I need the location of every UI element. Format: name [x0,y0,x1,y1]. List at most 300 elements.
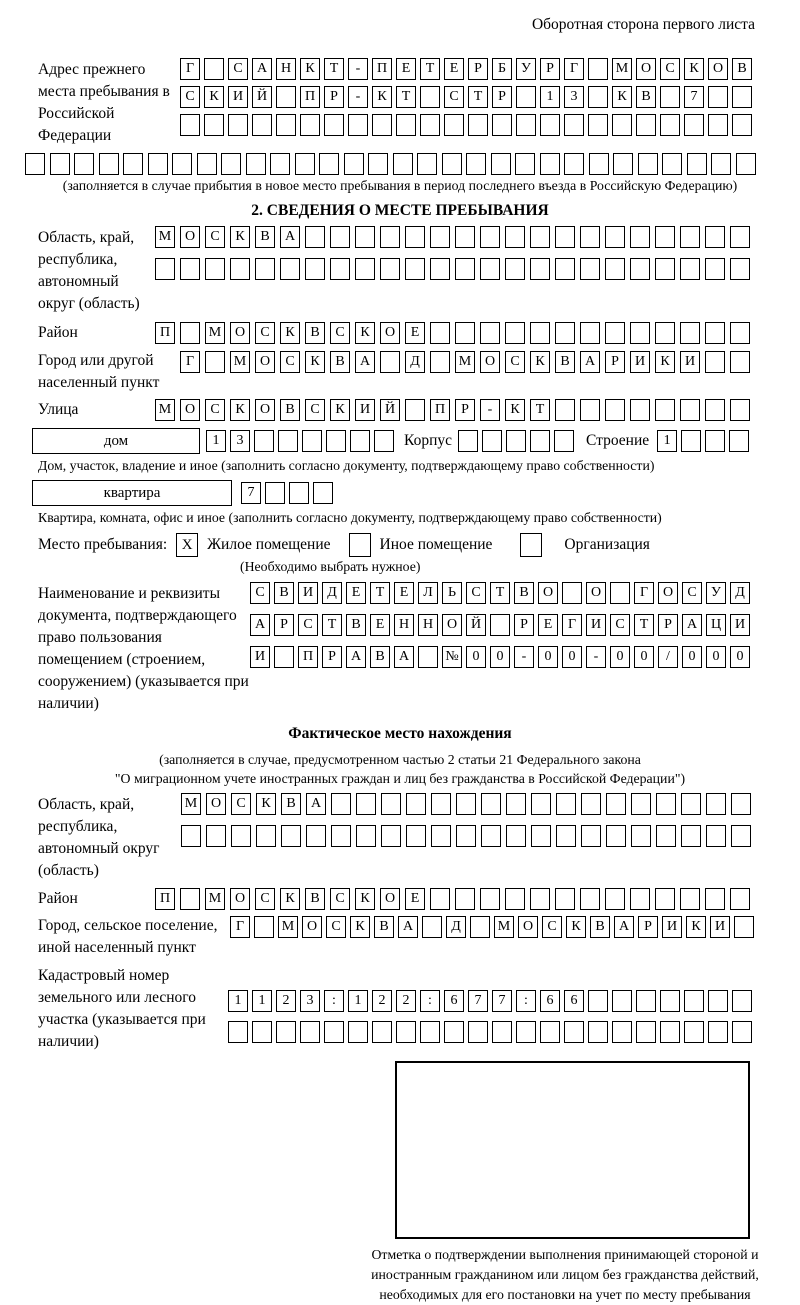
char-cell[interactable] [630,226,650,248]
char-cell[interactable] [708,1021,728,1043]
char-cell[interactable]: В [732,58,752,80]
char-cell[interactable] [74,153,94,175]
char-cell[interactable] [655,226,675,248]
char-cell[interactable] [555,888,575,910]
char-cell[interactable] [396,1021,416,1043]
char-cell[interactable] [50,153,70,175]
char-cell[interactable] [324,114,344,136]
char-cell[interactable]: Р [324,86,344,108]
char-cell[interactable]: № [442,646,462,668]
char-cell[interactable] [613,153,633,175]
char-cell[interactable]: В [346,614,366,636]
char-cell[interactable] [505,322,525,344]
char-cell[interactable] [25,153,45,175]
char-cell[interactable] [491,153,511,175]
char-cell[interactable]: С [660,58,680,80]
char-cell[interactable] [172,153,192,175]
char-cell[interactable]: П [155,888,175,910]
char-cell[interactable]: Е [538,614,558,636]
char-cell[interactable] [274,646,294,668]
char-cell[interactable]: Й [380,399,400,421]
char-cell[interactable]: О [658,582,678,604]
char-cell[interactable] [656,793,676,815]
char-cell[interactable] [204,58,224,80]
char-cell[interactable]: А [280,226,300,248]
char-cell[interactable]: П [300,86,320,108]
char-cell[interactable] [708,114,728,136]
char-cell[interactable] [231,825,251,847]
char-cell[interactable]: О [586,582,606,604]
char-cell[interactable]: О [180,226,200,248]
char-cell[interactable] [506,793,526,815]
char-cell[interactable]: 7 [241,482,261,504]
char-cell[interactable] [734,916,754,938]
char-cell[interactable] [255,258,275,280]
char-cell[interactable] [480,322,500,344]
char-cell[interactable] [380,258,400,280]
char-cell[interactable] [612,990,632,1012]
char-cell[interactable] [181,825,201,847]
char-cell[interactable]: Е [370,614,390,636]
char-cell[interactable]: К [612,86,632,108]
char-cell[interactable]: Ц [706,614,726,636]
char-cell[interactable] [588,990,608,1012]
char-cell[interactable] [731,825,751,847]
char-cell[interactable]: Т [370,582,390,604]
char-cell[interactable]: 0 [634,646,654,668]
char-cell[interactable]: Р [492,86,512,108]
char-cell[interactable] [605,258,625,280]
char-cell[interactable] [330,226,350,248]
char-cell[interactable]: К [686,916,706,938]
char-cell[interactable]: О [380,322,400,344]
char-cell[interactable]: 0 [562,646,582,668]
char-cell[interactable]: И [680,351,700,373]
char-cell[interactable]: 6 [564,990,584,1012]
char-cell[interactable] [656,825,676,847]
char-cell[interactable] [324,1021,344,1043]
char-cell[interactable] [381,793,401,815]
char-cell[interactable]: М [494,916,514,938]
char-cell[interactable] [356,793,376,815]
char-cell[interactable]: К [505,399,525,421]
char-cell[interactable]: С [330,888,350,910]
char-cell[interactable] [204,114,224,136]
char-cell[interactable]: И [630,351,650,373]
char-cell[interactable]: С [255,888,275,910]
char-cell[interactable]: В [370,646,390,668]
char-cell[interactable]: Р [514,614,534,636]
char-cell[interactable] [305,226,325,248]
char-cell[interactable]: - [348,86,368,108]
char-cell[interactable] [444,1021,464,1043]
char-cell[interactable]: 3 [300,990,320,1012]
char-cell[interactable]: Г [230,916,250,938]
char-cell[interactable] [705,888,725,910]
char-cell[interactable]: И [586,614,606,636]
char-cell[interactable]: Г [564,58,584,80]
char-cell[interactable] [276,114,296,136]
char-cell[interactable] [480,258,500,280]
char-cell[interactable] [492,1021,512,1043]
char-cell[interactable] [660,114,680,136]
char-cell[interactable]: М [612,58,632,80]
char-cell[interactable]: 1 [657,430,677,452]
char-cell[interactable] [630,258,650,280]
char-cell[interactable]: К [530,351,550,373]
char-cell[interactable] [530,888,550,910]
char-cell[interactable] [270,153,290,175]
char-cell[interactable]: С [280,351,300,373]
char-cell[interactable]: Г [180,58,200,80]
char-cell[interactable]: И [250,646,270,668]
char-cell[interactable] [480,888,500,910]
char-cell[interactable] [456,793,476,815]
char-cell[interactable] [580,322,600,344]
char-cell[interactable] [530,322,550,344]
char-cell[interactable] [455,226,475,248]
char-cell[interactable] [556,793,576,815]
char-cell[interactable]: М [205,322,225,344]
char-cell[interactable] [180,258,200,280]
char-cell[interactable] [155,258,175,280]
char-cell[interactable]: Г [180,351,200,373]
char-cell[interactable] [466,153,486,175]
char-cell[interactable]: / [658,646,678,668]
char-cell[interactable] [705,258,725,280]
char-cell[interactable]: Е [346,582,366,604]
char-cell[interactable]: В [590,916,610,938]
char-cell[interactable]: Д [405,351,425,373]
char-cell[interactable]: П [155,322,175,344]
char-cell[interactable] [732,114,752,136]
char-cell[interactable] [468,1021,488,1043]
char-cell[interactable]: И [228,86,248,108]
char-cell[interactable] [730,258,750,280]
char-cell[interactable] [516,86,536,108]
char-cell[interactable] [588,86,608,108]
char-cell[interactable] [458,430,478,452]
char-cell[interactable]: К [256,793,276,815]
char-cell[interactable] [430,351,450,373]
char-cell[interactable]: : [420,990,440,1012]
char-cell[interactable]: О [230,322,250,344]
char-cell[interactable] [610,582,630,604]
char-cell[interactable]: С [180,86,200,108]
char-cell[interactable]: В [305,322,325,344]
char-cell[interactable]: 2 [396,990,416,1012]
char-cell[interactable]: Е [396,58,416,80]
char-cell[interactable]: 1 [252,990,272,1012]
char-cell[interactable] [230,258,250,280]
char-cell[interactable]: Д [730,582,750,604]
char-cell[interactable]: М [181,793,201,815]
char-cell[interactable] [516,114,536,136]
char-cell[interactable] [481,793,501,815]
char-cell[interactable]: 0 [730,646,750,668]
char-cell[interactable]: 0 [538,646,558,668]
char-cell[interactable]: О [708,58,728,80]
char-cell[interactable]: В [514,582,534,604]
char-cell[interactable]: 0 [706,646,726,668]
char-cell[interactable] [711,153,731,175]
char-cell[interactable]: 0 [682,646,702,668]
char-cell[interactable] [705,351,725,373]
char-cell[interactable] [431,825,451,847]
char-cell[interactable] [636,990,656,1012]
char-cell[interactable] [612,114,632,136]
char-cell[interactable] [468,114,488,136]
char-cell[interactable] [605,322,625,344]
char-cell[interactable] [630,322,650,344]
char-cell[interactable]: Д [322,582,342,604]
char-cell[interactable] [655,322,675,344]
char-cell[interactable]: К [684,58,704,80]
char-cell[interactable]: С [326,916,346,938]
char-cell[interactable] [706,793,726,815]
char-cell[interactable] [444,114,464,136]
char-cell[interactable]: Д [446,916,466,938]
char-cell[interactable]: П [372,58,392,80]
char-cell[interactable]: О [538,582,558,604]
char-cell[interactable]: К [204,86,224,108]
char-cell[interactable]: В [374,916,394,938]
char-cell[interactable]: Г [634,582,654,604]
char-cell[interactable]: 1 [540,86,560,108]
char-cell[interactable] [605,226,625,248]
char-cell[interactable] [374,430,394,452]
char-cell[interactable] [265,482,285,504]
char-cell[interactable]: - [348,58,368,80]
char-cell[interactable]: К [230,226,250,248]
char-cell[interactable] [281,825,301,847]
char-cell[interactable] [630,399,650,421]
char-cell[interactable]: М [230,351,250,373]
char-cell[interactable] [730,226,750,248]
char-cell[interactable]: О [255,351,275,373]
char-cell[interactable]: О [480,351,500,373]
char-cell[interactable]: С [205,226,225,248]
char-cell[interactable] [348,114,368,136]
char-cell[interactable] [730,888,750,910]
char-cell[interactable]: - [586,646,606,668]
char-cell[interactable]: Е [444,58,464,80]
char-cell[interactable] [295,153,315,175]
char-cell[interactable]: 7 [468,990,488,1012]
char-cell[interactable] [380,226,400,248]
char-cell[interactable] [660,990,680,1012]
char-cell[interactable] [455,322,475,344]
char-cell[interactable]: Н [394,614,414,636]
char-cell[interactable] [300,114,320,136]
checkbox-zhiloe-pomeshchenie[interactable]: X [176,533,198,557]
char-cell[interactable] [278,430,298,452]
char-cell[interactable] [562,582,582,604]
char-cell[interactable] [580,399,600,421]
char-cell[interactable] [481,825,501,847]
char-cell[interactable] [331,793,351,815]
char-cell[interactable] [630,888,650,910]
char-cell[interactable] [372,1021,392,1043]
char-cell[interactable] [456,825,476,847]
char-cell[interactable]: К [350,916,370,938]
char-cell[interactable]: Е [405,322,425,344]
char-cell[interactable]: О [518,916,538,938]
char-cell[interactable]: Р [274,614,294,636]
char-cell[interactable]: О [302,916,322,938]
checkbox-inoe-pomeshchenie[interactable] [349,533,371,557]
char-cell[interactable]: О [255,399,275,421]
char-cell[interactable] [589,153,609,175]
char-cell[interactable] [705,226,725,248]
char-cell[interactable] [430,258,450,280]
char-cell[interactable] [681,430,701,452]
char-cell[interactable] [330,258,350,280]
char-cell[interactable] [732,86,752,108]
char-cell[interactable] [705,322,725,344]
char-cell[interactable]: Г [562,614,582,636]
char-cell[interactable] [422,916,442,938]
char-cell[interactable] [680,888,700,910]
char-cell[interactable] [588,1021,608,1043]
char-cell[interactable] [355,258,375,280]
char-cell[interactable] [531,793,551,815]
char-cell[interactable]: К [330,399,350,421]
char-cell[interactable] [455,258,475,280]
char-cell[interactable]: М [155,399,175,421]
char-cell[interactable]: К [566,916,586,938]
char-cell[interactable] [380,351,400,373]
char-cell[interactable] [612,1021,632,1043]
char-cell[interactable]: С [682,582,702,604]
char-cell[interactable] [581,793,601,815]
char-cell[interactable] [442,153,462,175]
char-cell[interactable]: 1 [206,430,226,452]
char-cell[interactable] [490,614,510,636]
char-cell[interactable]: Л [418,582,438,604]
char-cell[interactable]: : [516,990,536,1012]
char-cell[interactable]: К [655,351,675,373]
char-cell[interactable]: П [298,646,318,668]
char-cell[interactable] [705,430,725,452]
char-cell[interactable] [348,1021,368,1043]
char-cell[interactable]: С [542,916,562,938]
char-cell[interactable] [505,226,525,248]
char-cell[interactable] [180,114,200,136]
char-cell[interactable] [636,114,656,136]
char-cell[interactable]: Р [322,646,342,668]
char-cell[interactable]: К [230,399,250,421]
char-cell[interactable] [205,351,225,373]
char-cell[interactable]: Т [530,399,550,421]
char-cell[interactable] [681,825,701,847]
char-cell[interactable] [99,153,119,175]
char-cell[interactable]: Б [492,58,512,80]
char-cell[interactable] [430,888,450,910]
char-cell[interactable]: С [250,582,270,604]
char-cell[interactable] [580,888,600,910]
char-cell[interactable] [680,226,700,248]
char-cell[interactable]: П [430,399,450,421]
char-cell[interactable] [480,226,500,248]
char-cell[interactable]: 0 [610,646,630,668]
char-cell[interactable]: С [231,793,251,815]
char-cell[interactable]: Р [605,351,625,373]
char-cell[interactable]: Р [658,614,678,636]
char-cell[interactable]: И [355,399,375,421]
char-cell[interactable]: М [155,226,175,248]
char-cell[interactable] [356,825,376,847]
char-cell[interactable]: У [706,582,726,604]
char-cell[interactable] [706,825,726,847]
char-cell[interactable] [506,430,526,452]
char-cell[interactable]: Н [276,58,296,80]
char-cell[interactable]: В [636,86,656,108]
char-cell[interactable] [564,114,584,136]
char-cell[interactable] [530,430,550,452]
char-cell[interactable] [680,322,700,344]
char-cell[interactable]: С [466,582,486,604]
char-cell[interactable] [631,825,651,847]
char-cell[interactable] [319,153,339,175]
char-cell[interactable]: А [250,614,270,636]
char-cell[interactable] [515,153,535,175]
char-cell[interactable]: И [730,614,750,636]
char-cell[interactable] [605,399,625,421]
char-cell[interactable]: А [394,646,414,668]
char-cell[interactable] [606,825,626,847]
char-cell[interactable] [148,153,168,175]
char-cell[interactable]: К [355,322,375,344]
char-cell[interactable]: А [306,793,326,815]
char-cell[interactable]: К [300,58,320,80]
char-cell[interactable]: О [380,888,400,910]
char-cell[interactable]: Н [418,614,438,636]
char-cell[interactable] [581,825,601,847]
char-cell[interactable]: М [455,351,475,373]
char-cell[interactable] [708,86,728,108]
char-cell[interactable]: О [442,614,462,636]
char-cell[interactable] [300,1021,320,1043]
char-cell[interactable] [326,430,346,452]
char-cell[interactable]: С [298,614,318,636]
char-cell[interactable] [406,793,426,815]
char-cell[interactable]: С [505,351,525,373]
char-cell[interactable]: В [330,351,350,373]
char-cell[interactable]: 2 [276,990,296,1012]
char-cell[interactable] [228,114,248,136]
checkbox-organizatsiya[interactable] [520,533,542,557]
char-cell[interactable] [564,1021,584,1043]
char-cell[interactable]: 1 [228,990,248,1012]
char-cell[interactable]: Р [455,399,475,421]
char-cell[interactable]: И [662,916,682,938]
char-cell[interactable]: Р [540,58,560,80]
char-cell[interactable] [555,258,575,280]
char-cell[interactable] [662,153,682,175]
char-cell[interactable]: А [252,58,272,80]
char-cell[interactable] [252,114,272,136]
char-cell[interactable]: Р [638,916,658,938]
char-cell[interactable]: Т [324,58,344,80]
char-cell[interactable] [730,399,750,421]
char-cell[interactable]: 3 [564,86,584,108]
char-cell[interactable] [705,399,725,421]
char-cell[interactable]: 1 [348,990,368,1012]
char-cell[interactable]: С [444,86,464,108]
char-cell[interactable] [254,430,274,452]
char-cell[interactable] [180,888,200,910]
